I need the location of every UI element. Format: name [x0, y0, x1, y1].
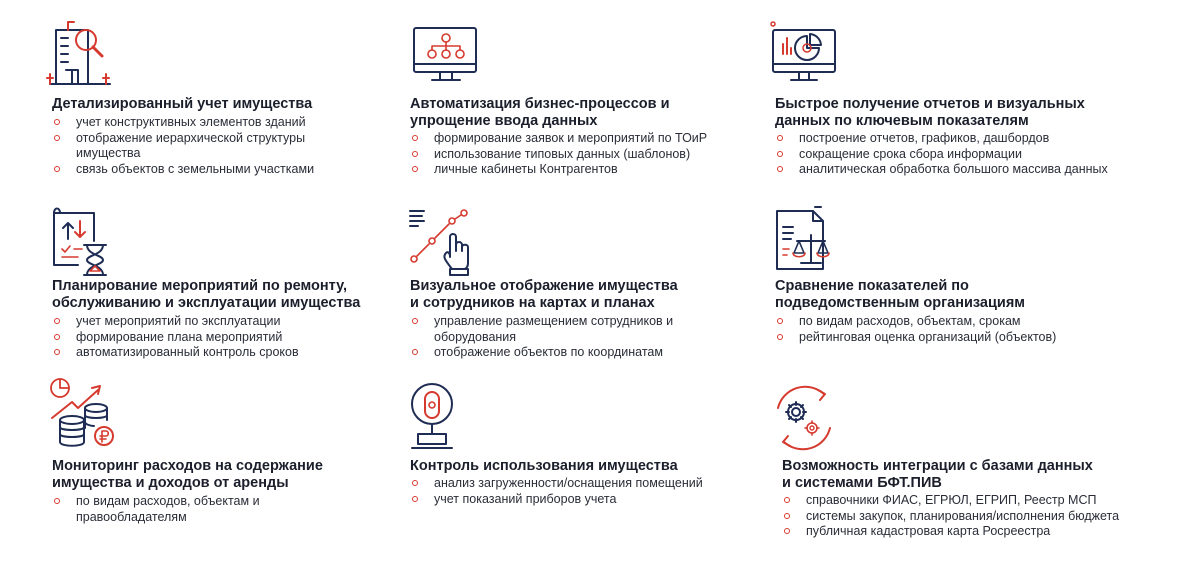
- list-item: управление размещением сотрудников и оборудования: [410, 314, 755, 345]
- list-item: системы закупок, планирования/исполнения бюджета: [782, 509, 1127, 525]
- feature-card-reports: [775, 18, 1125, 183]
- list-item: по видам расходов, объектам, срокам: [775, 314, 1120, 330]
- card-bullet-list: [410, 314, 755, 361]
- list-item: учет показаний приборов учета: [410, 492, 755, 508]
- map-touch-icon: [406, 205, 478, 277]
- card-bullet-list: [410, 476, 755, 507]
- feature-card-usage-control: [410, 376, 760, 526]
- list-item: аналитическая обработка большого массива данных: [775, 162, 1120, 178]
- gears-sync-icon: [768, 382, 840, 454]
- feature-card-process-automation: [410, 18, 760, 183]
- list-item: справочники ФИАС, ЕГРЮЛ, ЕГРИП, Реестр МСП: [782, 493, 1127, 509]
- card-bullet-list: [775, 314, 1120, 345]
- webcam-icon: [408, 380, 464, 452]
- list-item: публичная кадастровая карта Росреестра: [782, 524, 1127, 540]
- list-item: сокращение срока сбора информации: [775, 147, 1120, 163]
- feature-card-maintenance-planning: [52, 203, 402, 363]
- list-item: отображение объектов по координатам: [410, 345, 755, 361]
- card-bullet-list: [775, 131, 1120, 178]
- monitor-charts-icon: [767, 20, 839, 86]
- list-item: построение отчетов, графиков, дашбордов: [775, 131, 1120, 147]
- building-search-icon: [44, 18, 116, 90]
- card-bullet-list: [410, 131, 755, 178]
- card-title: Мониторинг расходов на содержание имущества и доходов от аренды: [52, 458, 323, 491]
- list-item: формирование заявок и мероприятий по ТОиР: [410, 131, 755, 147]
- list-item: по видам расходов, объектам и правообладателям: [52, 494, 397, 525]
- card-title: Контроль использования имущества: [410, 458, 678, 474]
- monitor-process-icon: [410, 24, 482, 86]
- coins-growth-icon: [48, 376, 120, 448]
- card-title: Сравнение показателей по подведомственным организациям: [775, 278, 1026, 311]
- card-bullet-list: [52, 314, 397, 361]
- card-bullet-list: [52, 115, 397, 177]
- list-item: использование типовых данных (шаблонов): [410, 147, 755, 163]
- list-item: рейтинговая оценка организаций (объектов): [775, 330, 1120, 346]
- card-title: Визуальное отображение имущества и сотрудников на картах и планах: [410, 278, 678, 311]
- list-item: формирование плана мероприятий: [52, 330, 397, 346]
- feature-card-integration: [782, 376, 1142, 546]
- planning-hourglass-icon: [48, 203, 116, 277]
- card-title: Быстрое получение отчетов и визуальных данных по ключевым показателям: [775, 96, 1085, 129]
- card-title: Планирование мероприятий по ремонту, обслуживанию и эксплуатации имущества: [52, 278, 361, 311]
- list-item: связь объектов с земельными участками: [52, 162, 397, 178]
- list-item: автоматизированный контроль сроков: [52, 345, 397, 361]
- list-item: учет мероприятий по эксплуатации: [52, 314, 397, 330]
- list-item: анализ загруженности/оснащения помещений: [410, 476, 755, 492]
- feature-card-visual-maps: [410, 203, 760, 363]
- card-title: Детализированный учет имущества: [52, 96, 313, 112]
- feature-card-expense-monitoring: [52, 376, 402, 526]
- feature-card-property-accounting: [52, 18, 402, 183]
- document-scales-icon: [769, 205, 841, 275]
- card-title: Возможность интеграции с базами данных и системами БФТ.ПИВ: [782, 458, 1093, 491]
- card-bullet-list: [782, 493, 1127, 540]
- list-item: отображение иерархической структуры имущества: [52, 131, 397, 162]
- feature-card-comparison: [775, 203, 1125, 363]
- card-bullet-list: [52, 494, 397, 525]
- list-item: личные кабинеты Контрагентов: [410, 162, 755, 178]
- list-item: учет конструктивных элементов зданий: [52, 115, 397, 131]
- card-title: Автоматизация бизнес-процессов и упрощение ввода данных: [410, 96, 670, 129]
